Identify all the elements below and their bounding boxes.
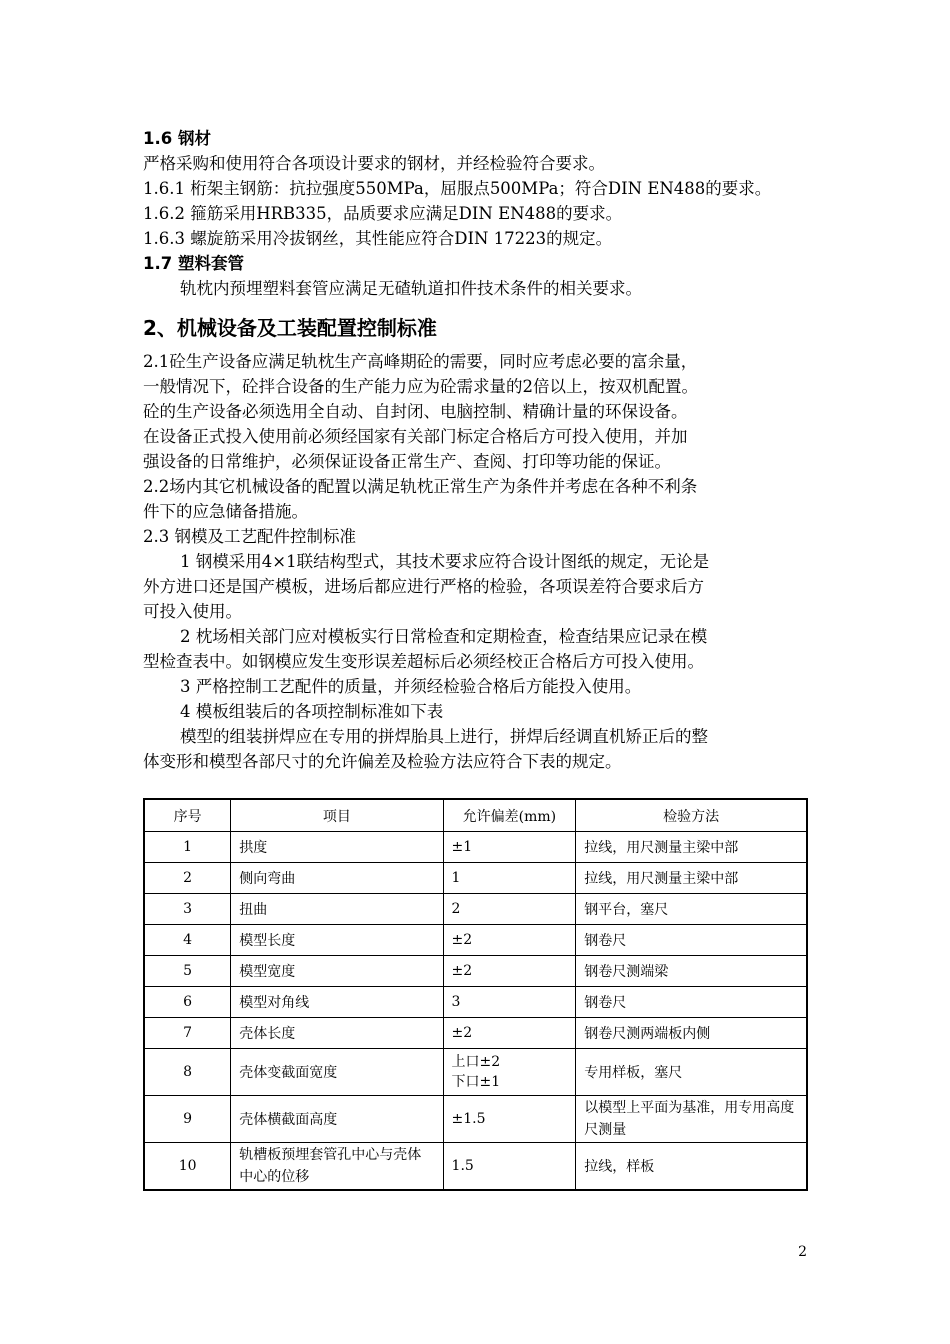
- table-row: [144, 1096, 807, 1143]
- column-header-no: 序号: [144, 799, 231, 832]
- cell-no: 10: [144, 1143, 231, 1191]
- table-row: [144, 925, 807, 956]
- cell-item: 壳体长度: [231, 1018, 443, 1049]
- cell-item: 拱度: [231, 832, 443, 863]
- cell-item: 侧向弯曲: [231, 863, 443, 894]
- cell-deviation: 1.5: [443, 1143, 576, 1191]
- paragraph-line: 体变形和模型各部尺寸的允许偏差及检验方法应符合下表的规定。: [143, 752, 622, 771]
- cell-item: 扭曲: [231, 894, 443, 925]
- cell-no: 8: [144, 1049, 231, 1096]
- section-heading-1-7: 1.7 塑料套管: [143, 254, 244, 273]
- cell-no: 2: [144, 863, 231, 894]
- paragraph-line: 2.1砼生产设备应满足轨枕生产高峰期砼的需要，同时应考虑必要的富余量，: [143, 352, 698, 371]
- cell-deviation: 1: [443, 863, 576, 894]
- cell-method: 拉线，用尺测量主梁中部: [576, 863, 807, 894]
- table-row: [144, 863, 807, 894]
- paragraph-line: 砼的生产设备必须选用全自动、自封闭、电脑控制、精确计量的环保设备。: [143, 402, 688, 421]
- cell-method: 专用样板，塞尺: [576, 1049, 807, 1096]
- paragraph-line: 一般情况下，砼拌合设备的生产能力应为砼需求量的2倍以上，按双机配置。: [143, 377, 698, 396]
- table-row: [144, 1143, 807, 1191]
- cell-item: 模型对角线: [231, 987, 443, 1018]
- table-row: [144, 956, 807, 987]
- paragraph-line: 4 模板组装后的各项控制标准如下表: [180, 702, 444, 721]
- section-heading-1-6: 1.6 钢材: [143, 129, 211, 148]
- cell-no: 1: [144, 832, 231, 863]
- table-row: [144, 832, 807, 863]
- cell-deviation: ±1.5: [443, 1096, 576, 1143]
- cell-item: 轨槽板预埋套管孔中心与壳体中心的位移: [231, 1143, 443, 1191]
- cell-no: 6: [144, 987, 231, 1018]
- paragraph-line: 1.6.1 桁架主钢筋：抗拉强度550MPa，屈服点500MPa；符合DIN EN488的要求。: [143, 179, 772, 198]
- cell-deviation: ±2: [443, 1018, 576, 1049]
- page-number: 2: [798, 1244, 807, 1260]
- deviation-lower: 下口±1: [451, 1074, 501, 1090]
- cell-method: 钢卷尺: [576, 925, 807, 956]
- cell-deviation: [443, 1049, 576, 1096]
- paragraph-line: 2.2场内其它机械设备的配置以满足轨枕正常生产为条件并考虑在各种不利条: [143, 477, 698, 496]
- paragraph-line: 2 枕场相关部门应对模板实行日常检查和定期检查，检查结果应记录在模: [180, 627, 708, 646]
- deviation-upper: 上口±2: [451, 1054, 501, 1070]
- paragraph-line: 1 钢模采用4×1联结构型式，其技术要求应符合设计图纸的规定，无论是: [180, 552, 710, 571]
- cell-method: 钢卷尺: [576, 987, 807, 1018]
- paragraph-line: 2.3 钢模及工艺配件控制标准: [143, 527, 356, 546]
- cell-method: 拉线，样板: [576, 1143, 807, 1191]
- paragraph-line: 外方进口还是国产模板，进场后都应进行严格的检验，各项误差符合要求后方: [143, 577, 704, 596]
- cell-item: 壳体变截面宽度: [231, 1049, 443, 1096]
- cell-no: 4: [144, 925, 231, 956]
- tolerance-table: [143, 798, 808, 1191]
- table-row: [144, 1018, 807, 1049]
- cell-item: 模型宽度: [231, 956, 443, 987]
- cell-method: 钢卷尺测两端板内侧: [576, 1018, 807, 1049]
- cell-item: 模型长度: [231, 925, 443, 956]
- paragraph-line: 可投入使用。: [143, 602, 242, 621]
- table-row: [144, 894, 807, 925]
- column-header-method: 检验方法: [576, 799, 807, 832]
- paragraph-line: 强设备的日常维护，必须保证设备正常生产、查阅、打印等功能的保证。: [143, 452, 671, 471]
- paragraph-line: 1.6.2 箍筋采用HRB335，品质要求应满足DIN EN488的要求。: [143, 204, 623, 223]
- cell-no: 5: [144, 956, 231, 987]
- paragraph-line: 件下的应急储备措施。: [143, 502, 308, 521]
- cell-deviation: ±1: [443, 832, 576, 863]
- paragraph-line: 轨枕内预埋塑料套管应满足无碴轨道扣件技术条件的相关要求。: [180, 279, 642, 298]
- paragraph-line: 模型的组装拼焊应在专用的拼焊胎具上进行，拼焊后经调直机矫正后的整: [180, 727, 708, 746]
- column-header-deviation: 允许偏差(mm): [443, 799, 576, 832]
- section-heading-2: 2、机械设备及工装配置控制标准: [143, 316, 437, 340]
- cell-item: 壳体横截面高度: [231, 1096, 443, 1143]
- table-row: [144, 1049, 807, 1096]
- paragraph-line: 在设备正式投入使用前必须经国家有关部门标定合格后方可投入使用，并加: [143, 427, 688, 446]
- paragraph-line: 3 严格控制工艺配件的质量，并须经检验合格后方能投入使用。: [180, 677, 642, 696]
- paragraph-line: 1.6.3 螺旋筋采用冷拔钢丝，其性能应符合DIN 17223的规定。: [143, 229, 613, 248]
- cell-no: 3: [144, 894, 231, 925]
- table-header-row: [144, 799, 807, 832]
- cell-deviation: ±2: [443, 925, 576, 956]
- paragraph-line: 严格采购和使用符合各项设计要求的钢材，并经检验符合要求。: [143, 154, 605, 173]
- cell-no: 9: [144, 1096, 231, 1143]
- table-row: [144, 987, 807, 1018]
- cell-deviation: ±2: [443, 956, 576, 987]
- column-header-item: 项目: [231, 799, 443, 832]
- paragraph-line: 型检查表中。如钢模应发生变形误差超标后必须经校正合格后方可投入使用。: [143, 652, 704, 671]
- cell-no: 7: [144, 1018, 231, 1049]
- cell-method: 以模型上平面为基准，用专用高度尺测量: [576, 1096, 807, 1143]
- cell-deviation: 3: [443, 987, 576, 1018]
- cell-method: 钢平台，塞尺: [576, 894, 807, 925]
- cell-deviation: 2: [443, 894, 576, 925]
- cell-method: 拉线，用尺测量主梁中部: [576, 832, 807, 863]
- cell-method: 钢卷尺测端梁: [576, 956, 807, 987]
